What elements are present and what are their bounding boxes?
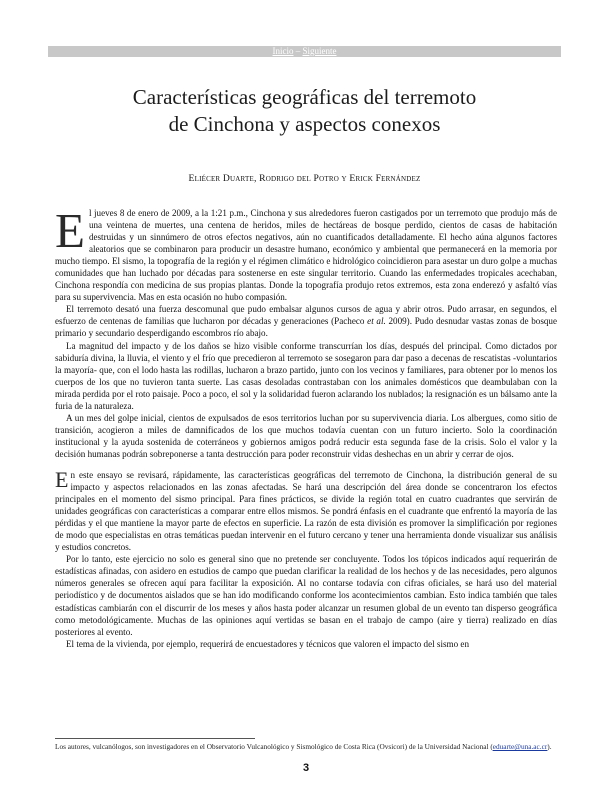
author-footnote [55, 742, 560, 752]
nav-separator: – [293, 46, 303, 56]
top-navigation-bar [48, 46, 561, 57]
paragraph-text: El terremoto desató una fuerza descomunal que pudo embalsar algunos cursos de agua y abrir otros. Pudo arrasar, en segundos, el esfuerzo de centenas de familias que lucharon por décadas y generaciones (Pacheco [55, 304, 557, 327]
drop-cap: E [55, 466, 69, 492]
footnote-end: ). [547, 742, 552, 751]
body-paragraph-5 [55, 466, 557, 553]
drop-cap: E [55, 203, 85, 258]
body-paragraph-1 [55, 203, 557, 303]
title-line-1: Características geográficas del terremoto [132, 85, 477, 109]
author-email-link[interactable]: eduarte@una.ac.cr [492, 742, 548, 751]
body-paragraph-3: La magnitud del impacto y de los daños se hizo visible conforme transcurrían los días, después del principal. Como dictados por sabiduría divina, la lluvia, el viento y el frío que precedieron al terremoto se sosegaron para dar paso a decenas de rescatistas -voluntarios la mayoría- que, con el lodo hasta las rodillas, lucharon a brazo partido, junto con los vecinos y familiares, para obtener por lo menos los cuerpos de los que no tuvieron tanta suerte. Las casas desoladas contrastaban con los animales domésticos que deambulaban con la mirada perdida por el roto paisaje. Poco a poco, el sol y la solidaridad fueron aclarando los nublados; la resignación es un bálsamo ante la furia de la naturaleza. [55, 340, 557, 411]
article-title [48, 84, 561, 138]
body-paragraph-6: Por lo tanto, este ejercicio no solo es general sino que no pretende ser concluyente. Todos los tópicos indicados aquí requerirán de estadísticas afinadas, con asidero en estudios de campo que puedan clarificar la realidad de los hechos y de las necesidades, pero algunos números generales se ofrecen aquí para facilitar la exposición. Al no contarse todavía con cifras oficiales, se hará uso del material periodístico y de documentos aislados que se han ido modificando conforme los acontecimientos cambian. Esto indica también que tales estadísticas cambiarán con el discurrir de los meses y años hasta poder alcanzar un resumen global de un evento tan disperso geográfica como metodológicamente. Muchas de las opiniones aquí vertidas se basan en el trabajo de campo (aire y tierra) realizado en días posteriores al evento. [55, 554, 557, 637]
paragraph-text: l jueves 8 de enero de 2009, a la 1:21 p.m., Cinchona y sus alrededores fueron castigados por un terremoto que produjo más de una veintena de muertes, una centena de heridos, miles de hectáreas de bosque perdido, cientos de casas de habitación destruidas y un sinnúmero de otros efectos negativos, aún no cuantificados detalladamente. El hecho aúna algunos factores aleatorios que se combinaron para producir un desastre humano, económico y ambiental que permanecerá en la memoria por mucho tiempo. El sismo, la topografía de la región y el régimen climático e hidrológico coincidieron para asestar un duro golpe a muchas comunidades que han luchado por décadas para sostenerse en este singular territorio. Cuando las enfermedades tropicales acechaban, Cinchona respondía con medicina de sus propias plantas. Donde la topografía produjo retos extremos, esta zona enderezó y asfaltó vías para su supervivencia. Mas en esta ocasión no hubo compasión. [55, 208, 557, 303]
paragraph-text: n este ensayo se revisará, rápidamente, las características geográficas del terremoto de Cinchona, la distribución general de su impacto y aspectos relacionados en las zonas afectadas. Se hará una descripción del área donde se concentraron los efectos principales en el momento del sismo principal. Para fines prácticos, se divide la región total en cuatro cuadrantes que servirán de unidades geográficas con características a comparar entre ellos mismos. Se pondrá énfasis en el cuadrante que enfrentó la mayoría de las pérdidas y el que mantiene la mayor parte de efectos en superficie. La razón de esta división es promover la simplificación por regiones de modo que especialistas en otras temáticas puedan intervenir en el futuro cercano y tener una herramienta donde visualizar sus análisis y estudios concretos. [55, 469, 557, 553]
footnote-divider [55, 738, 255, 739]
citation-emphasis: et al. [367, 316, 386, 327]
title-line-2: de Cinchona y aspectos conexos [168, 112, 441, 136]
body-paragraph-2 [55, 303, 557, 339]
paragraph-text: 2009). Pudo desnudar vastas zonas de bosque primario y secundario desperdigando escombros río abajo. [55, 316, 557, 339]
body-paragraph-7: El tema de la vivienda, por ejemplo, requerirá de encuestadores y técnicos que valoren el impacto del sismo en [66, 638, 470, 649]
body-paragraph-4: A un mes del golpe inicial, cientos de expulsados de esos territorios luchan por su supervivencia diaria. Los albergues, como sitio de transición, acogieron a miles de damnificados de los que muchos todavía cuentan con un futuro incierto. Solo la coordinación institucional y la ayuda sostenida de coterráneos y gobiernos amigos podrá reducir esta segunda fase de la crisis. Solo el valor y la decisión humanas podrán sobreponerse a tanta destrucción para poder reconstruir vidas deshechas en un abrir y cerrar de ojos. [55, 412, 557, 459]
footnote-text: Los autores, vulcanólogos, son investigadores en el Observatorio Vulcanológico y Sismológico de Costa Rica (Ovsicori) de la Universidad Nacional ( [55, 742, 493, 751]
page-number: 3 [302, 762, 310, 774]
nav-link-siguiente[interactable]: Siguiente [302, 46, 337, 56]
article-body [55, 203, 557, 650]
article-authors: Eliécer Duarte, Rodrigo del Potro y Erick Fernández [188, 173, 421, 184]
nav-link-inicio[interactable]: Inicio [272, 46, 294, 56]
